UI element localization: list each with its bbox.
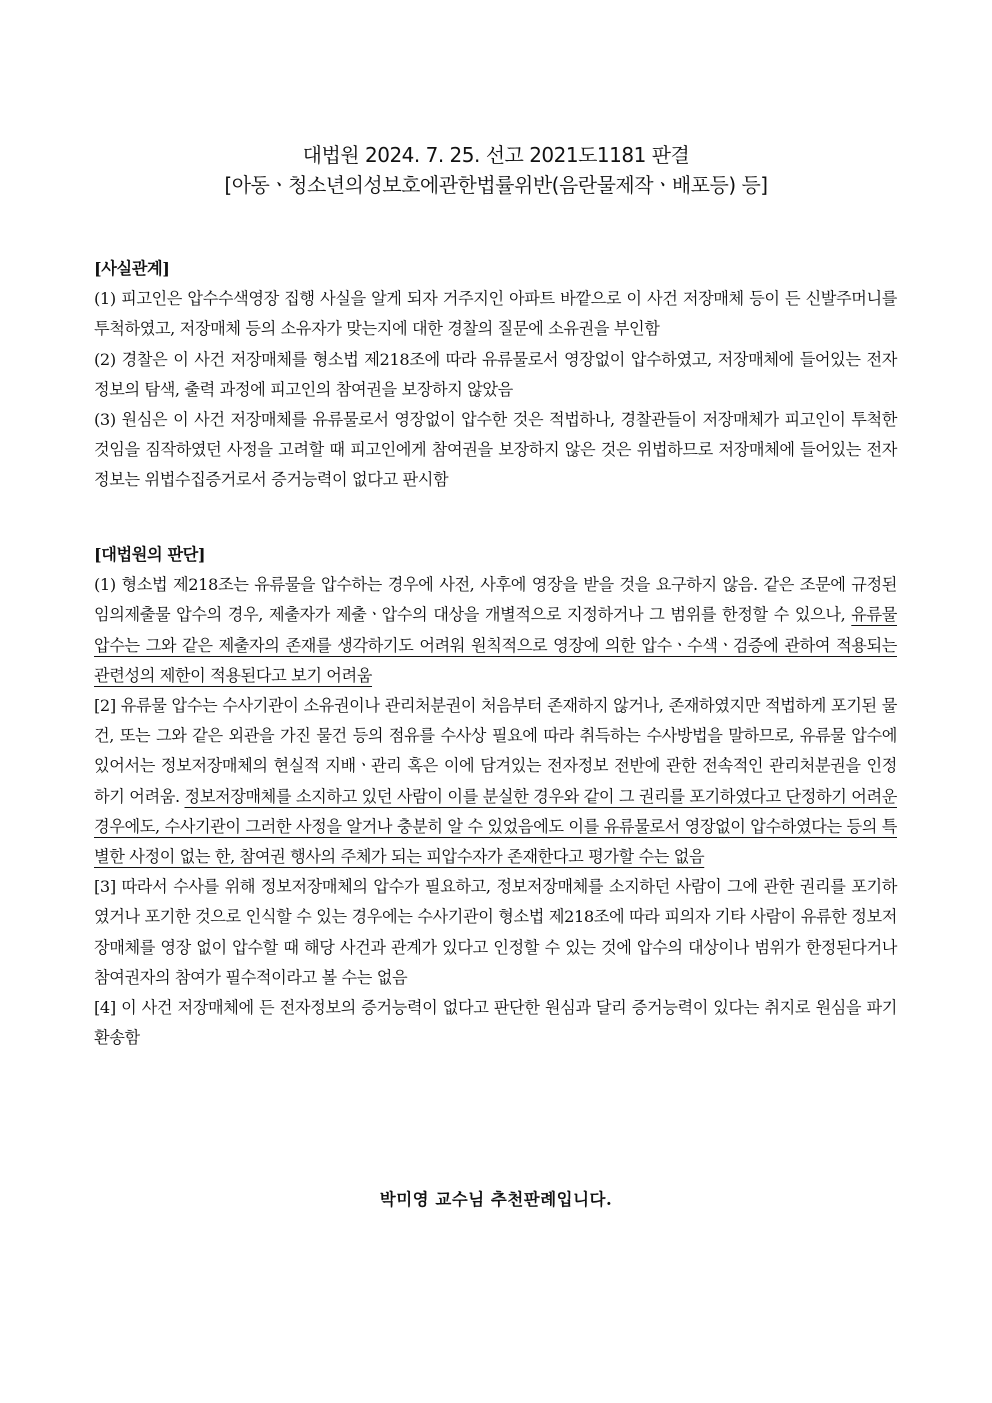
judgment-item-2-underlined: 정보저장매체를 소지하고 있던 사람이 이를 분실한 경우와 같이 그 권리를 포기하였다고 단정하기 어려운 경우에도, 수사기관이 그러한 사정을 알거나 충분히 알 수 있었음에도 이를 유류물로서 영장없이 압수하였다는 등의 특별한 사정이 없는 한, 참여권 행사의 주체가 되는 피압수자가 존재한다고 평가할 수는 없음: [94, 786, 897, 867]
facts-heading: [사실관계]: [94, 259, 170, 278]
facts-item-2: (2) 경찰은 이 사건 저장매체를 형소법 제218조에 따라 유류물로서 영장없이 압수하였고, 저장매체에 들어있는 전자정보의 탐색, 출력 과정에 피고인의 참여권을 보장하지 않았음: [94, 349, 897, 399]
judgment-item-1: [94, 570, 897, 691]
judgment-item-2-text: [2] 유류물 압수는 수사기관이 소유권이나 관리처분권이 처음부터 존재하지 않거나, 존재하였지만 적법하게 포기된 물건, 또는 그와 같은 외관을 가진 물건 등의 점유를 수사상 필요에 따라 취득하는 수사방법을 말하므로, 유류물 압수에 있어서는 정보저장매체의 현실적 지배ㆍ관리 혹은 이에 담겨있는 전자정보 전반에 관한 전속적인 관리처분권을 인정하기 어려움.: [94, 696, 897, 806]
judgment-item-1-underlined: 유류물 압수는 그와 같은 제출자의 존재를 생각하기도 어려워 원칙적으로 영장에 의한 압수ㆍ수색ㆍ검증에 관하여 적용되는 관련성의 제한이 적용된다고 보기 어려움: [94, 605, 897, 685]
judgment-item-3: [3] 따라서 수사를 위해 정보저장매체의 압수가 필요하고, 정보저장매체를 소지하던 사람이 그에 관한 권리를 포기하였거나 포기한 것으로 인식할 수 있는 경우에는 수사기관이 형소법 제218조에 따라 피의자 기타 사람이 유류한 정보저장매체를 영장 없이 압수할 때 해당 사건과 관계가 있다고 인정할 수 있는 것에 압수의 대상이나 범위가 한정된다거나 참여권자의 참여가 필수적이라고 볼 수는 없음: [94, 877, 897, 987]
judgment-item-2: [94, 691, 897, 872]
judgment-heading: [대법원의 판단]: [94, 545, 206, 564]
facts-item-1: (1) 피고인은 압수수색영장 집행 사실을 알게 되자 거주지인 아파트 바깥으로 이 사건 저장매체 등이 든 신발주머니를 투척하였고, 저장매체 등의 소유자가 맞는지에 대한 경찰의 질문에 소유권을 부인함: [94, 289, 897, 339]
judgment-section: [94, 540, 897, 1053]
facts-section: [94, 254, 897, 496]
case-subtitle: [아동ㆍ청소년의성보호에관한법률위반(음란물제작ㆍ배포등) 등]: [224, 173, 768, 197]
judgment-item-4: [4] 이 사건 저장매체에 든 전자정보의 증거능력이 없다고 판단한 원심과 달리 증거능력이 있다는 취지로 원심을 파기환송함: [94, 998, 897, 1048]
case-title: 대법원 2024. 7. 25. 선고 2021도1181 판결: [302, 143, 690, 167]
judgment-item-1-text: (1) 형소법 제218조는 유류물을 압수하는 경우에 사전, 사후에 영장을 받을 것을 요구하지 않음. 같은 조문에 규정된 임의제출물 압수의 경우, 제출자가 제출ㆍ압수의 대상을 개별적으로 지정하거나 그 범위를 한정할 수 있으나,: [94, 575, 897, 625]
recommendation-note: 박미영 교수님 추천판례입니다.: [379, 1190, 613, 1209]
facts-item-3: (3) 원심은 이 사건 저장매체를 유류물로서 영장없이 압수한 것은 적법하나, 경찰관들이 저장매체가 피고인이 투척한 것임을 짐작하였던 사정을 고려할 때 피고인에게 참여권을 보장하지 않은 것은 위법하므로 저장매체에 들어있는 전자정보는 위법수집증거로서 증거능력이 없다고 판시함: [94, 410, 897, 490]
case-title-block: [0, 140, 992, 200]
